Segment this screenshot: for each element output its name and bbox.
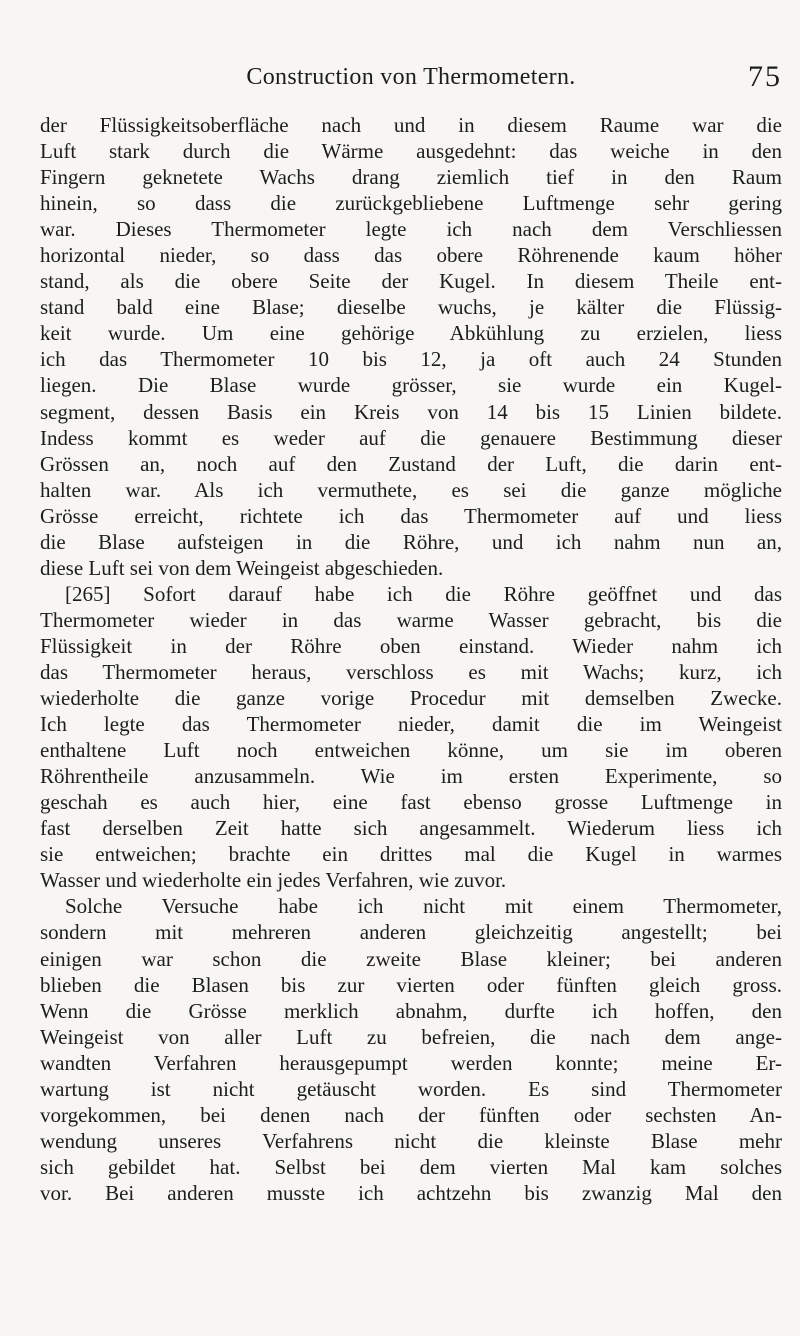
text-line: vor. Bei anderen musste ich achtzehn bis zwanzig Mal den [40, 1180, 782, 1205]
text-line: halten war. Als ich vermuthete, es sei die ganze mögliche [40, 477, 782, 502]
text-line: Wenn die Grösse merklich abnahm, durfte ich hoffen, den [40, 998, 782, 1023]
text-line: Thermometer wieder in das warme Wasser gebracht, bis die [40, 607, 782, 632]
text-line: sie entweichen; brachte ein drittes mal die Kugel in warmes [40, 842, 782, 867]
text-line: wendung unseres Verfahrens nicht die kleinste Blase mehr [40, 1128, 782, 1153]
text-line: Grösse erreicht, richtete ich das Thermometer auf und liess [40, 503, 782, 528]
text-line: wiederholte die ganze vorige Procedur mit demselben Zwecke. [40, 686, 782, 711]
text-line: Luft stark durch die Wärme ausgedehnt: das weiche in den [40, 139, 782, 164]
text-line: [265] Sofort darauf habe ich die Röhre geöffnet und das [65, 581, 782, 606]
text-line: stand, als die obere Seite der Kugel. In diesem Theile ent- [40, 269, 782, 294]
paragraph [40, 893, 782, 1206]
text-line: sich gebildet hat. Selbst bei dem vierten Mal kam solches [40, 1154, 782, 1179]
text-line: das Thermometer heraus, verschloss es mit Wachs; kurz, ich [40, 659, 782, 684]
text-line: Ich legte das Thermometer nieder, damit die im Weingeist [40, 712, 782, 737]
text-line: Indess kommt es weder auf die genauere Bestimmung dieser [40, 425, 782, 450]
text-line: Fingern geknetete Wachs drang ziemlich tief in den Raum [40, 165, 782, 190]
text-line: sondern mit mehreren anderen gleichzeitig angestellt; bei [40, 920, 782, 945]
text-line: keit wurde. Um eine gehörige Abkühlung zu erzielen, liess [40, 321, 782, 346]
text-line: hinein, so dass die zurückgebliebene Luftmenge sehr gering [40, 191, 782, 216]
text-line: vorgekommen, bei denen nach der fünften oder sechsten An- [40, 1102, 782, 1127]
text-line: enthaltene Luft noch entweichen könne, um sie im oberen [40, 738, 782, 763]
text-line: Flüssigkeit in der Röhre oben einstand. Wieder nahm ich [40, 633, 782, 658]
text-line: wandten Verfahren herausgepumpt werden konnte; meine Er- [40, 1050, 782, 1075]
text-line: stand bald eine Blase; dieselbe wuchs, je kälter die Flüssig- [40, 295, 782, 320]
text-line: fast derselben Zeit hatte sich angesammelt. Wiederum liess ich [40, 816, 782, 841]
text-line: wartung ist nicht getäuscht worden. Es sind Thermometer [40, 1076, 782, 1101]
paragraph [40, 112, 782, 581]
text-line: segment, dessen Basis ein Kreis von 14 bis 15 Linien bildete. [40, 399, 782, 424]
text-line: liegen. Die Blase wurde grösser, sie wurde ein Kugel- [40, 373, 782, 398]
text-line: diese Luft sei von dem Weingeist abgeschieden. [40, 555, 444, 580]
text-line: ich das Thermometer 10 bis 12, ja oft auch 24 Stunden [40, 347, 782, 372]
page-number: 75 [748, 60, 782, 93]
text-line: Röhrentheile anzusammeln. Wie im ersten Experimente, so [40, 764, 782, 789]
page-header [40, 60, 782, 100]
text-line: geschah es auch hier, eine fast ebenso grosse Luftmenge in [40, 790, 782, 815]
text-line: blieben die Blasen bis zur vierten oder fünften gleich gross. [40, 972, 782, 997]
text-line: einigen war schon die zweite Blase kleiner; bei anderen [40, 946, 782, 971]
text-line: Wasser und wiederholte ein jedes Verfahren, wie zuvor. [40, 868, 507, 893]
running-title: Construction von Thermometern. [246, 64, 576, 90]
text-line: Weingeist von aller Luft zu befreien, die nach dem ange- [40, 1024, 782, 1049]
text-line: die Blase aufsteigen in die Röhre, und ich nahm nun an, [40, 529, 782, 554]
text-line: Solche Versuche habe ich nicht mit einem Thermometer, [65, 894, 782, 919]
text-line: Grössen an, noch auf den Zustand der Luft, die darin ent- [40, 451, 782, 476]
text-line: der Flüssigkeitsoberfläche nach und in diesem Raume war die [40, 113, 782, 137]
paragraph [40, 581, 782, 894]
body-text [40, 112, 782, 1206]
text-line: war. Dieses Thermometer legte ich nach dem Verschliessen [40, 217, 782, 242]
text-line: horizontal nieder, so dass das obere Röhrenende kaum höher [40, 243, 782, 268]
